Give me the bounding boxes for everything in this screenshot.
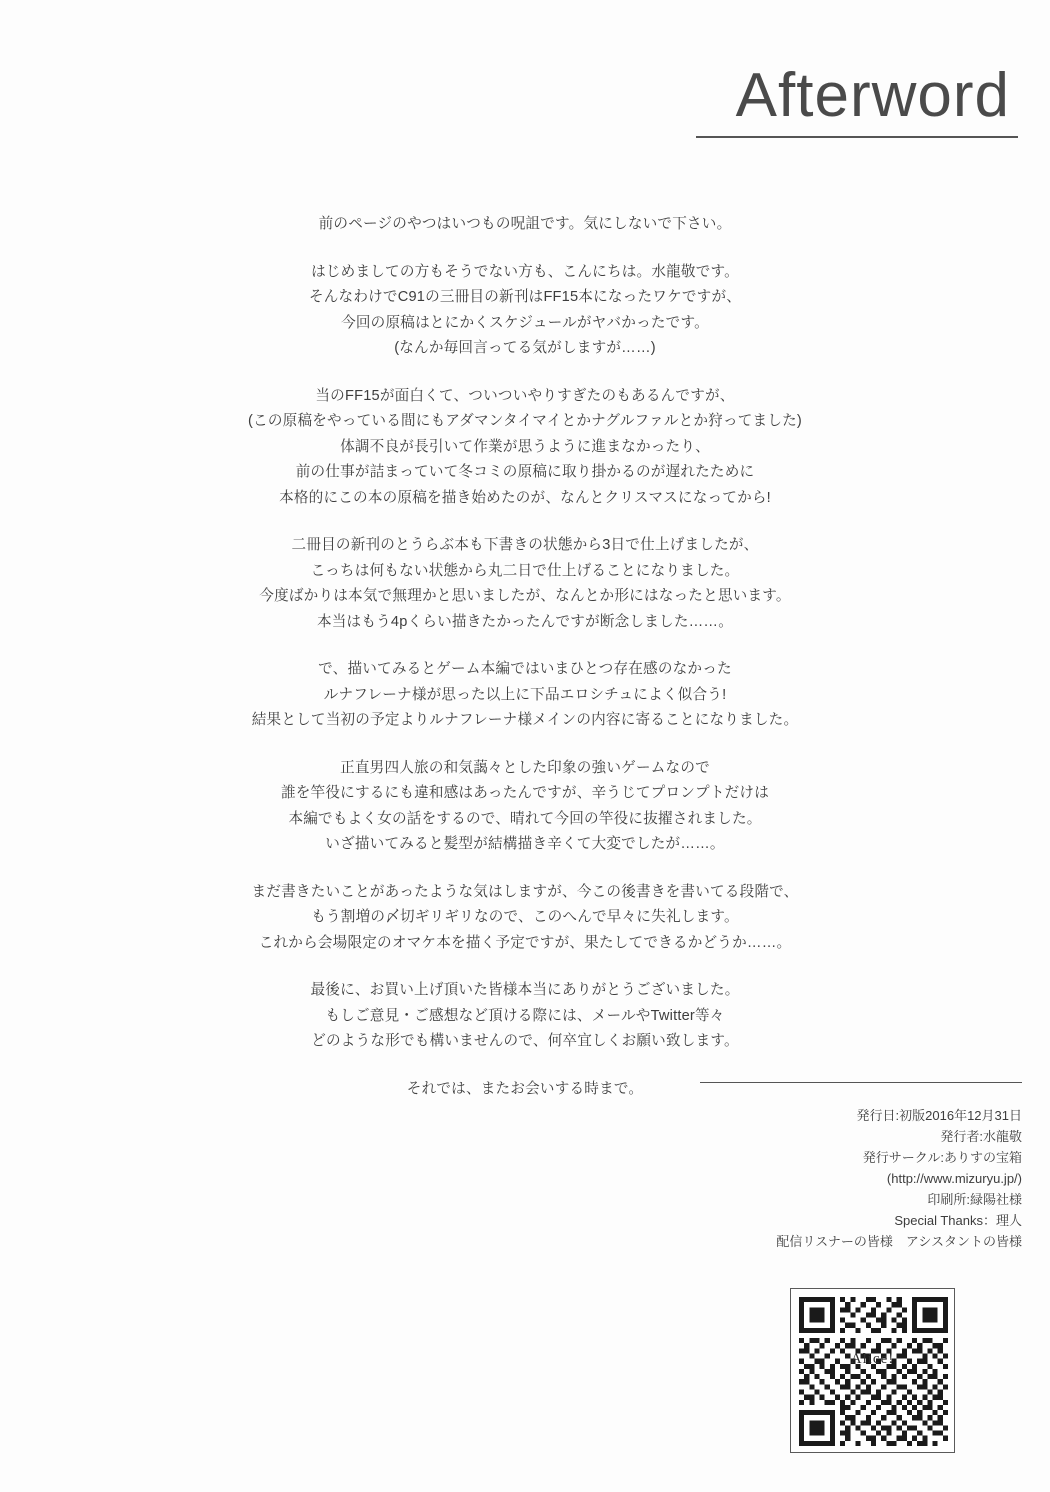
afterword-line: ルナフレーナ様が思った以上に下品エロシチュによく似合う! [323,686,727,703]
afterword-line: で、描いてみるとゲーム本編ではいまひとつ存在感のなかった [318,661,732,677]
afterword-line: はじめましての方もそうでない方も、こんにちは。水龍敬です。 [311,263,739,280]
afterword-paragraph [120,212,930,238]
afterword-line: まだ書きたいことがあったような気はしますが、今この後書きを書いてる段階で、 [251,883,799,900]
afterword-paragraph [120,1077,930,1103]
afterword-line: それでは、またお会いする時まで。 [406,1080,644,1097]
afterword-line: こっちは何もない状態から丸二日で仕上げることになりました。 [310,562,740,579]
afterword-line: もしご意見・ご感想など頂ける際には、メールやTwitter等々 [325,1007,725,1024]
afterword-paragraph [120,978,930,1055]
qr-code-box[interactable] [790,1288,955,1453]
colophon-line: 発行サークル:ありすの宝箱 [862,1150,1022,1165]
afterword-line: 最後に、お買い上げ頂いた皆様本当にありがとうございました。 [310,982,740,998]
afterword-paragraph [120,756,930,858]
afterword-line: 結果として当初の予定よりルナフレーナ様メインの内容に寄ることになりました。 [251,712,799,728]
colophon-block [600,1105,1022,1252]
afterword-line: 本当はもう4pくらい描きたかったんですが断念しました……。 [316,613,734,630]
afterword-paragraph [120,533,930,635]
afterword-line: そんなわけでC91の三冊目の新刊はFF15本になったワケですが、 [308,289,742,305]
afterword-line: 体調不良が長引いて作業が思うように進まなかったり、 [340,438,710,455]
afterword-line: どのような形でも構いませんので、何卒宜しくお願い致します。 [311,1033,739,1049]
qr-label: Alice! [850,1351,895,1367]
colophon-line: (http://www.mizuryu.jp/) [886,1171,1022,1186]
colophon-divider [700,1082,1022,1083]
afterword-line: 本格的にこの本の原稿を描き始めたのが、なんとクリスマスになってから! [279,489,771,506]
afterword-line: 前のページのやつはいつもの呪詛です。気にしないで下さい。 [318,216,732,232]
afterword-line: 前の仕事が詰まっていて冬コミの原稿に取り掛かるのが遅れたために [295,464,755,480]
afterword-line: もう割増の〆切ギリギリなので、このへんで早々に失礼します。 [311,909,739,925]
page-title: Afterword [696,62,1018,138]
colophon-line: Special Thanks：理人 [894,1213,1022,1228]
afterword-line: 当のFF15が面白くて、ついついやりすぎたのもあるんですが、 [315,387,735,404]
afterword-line: 今回の原稿はとにかくスケジュールがヤバかったです。 [341,314,709,331]
afterword-line: いざ描いてみると髪型が結構描き辛くて大変でしたが……。 [325,836,725,852]
afterword-line: 正直男四人旅の和気藹々とした印象の強いゲームなので [340,759,710,776]
afterword-line: (なんか毎回言ってる気がしますが……) [394,340,656,356]
afterword-paragraph [120,880,930,957]
afterword-paragraph [120,260,930,362]
qr-code-icon [799,1297,948,1446]
colophon-line: 印刷所:緑陽社様 [927,1192,1022,1207]
afterword-line: 二冊目の新刊のとうらぶ本も下書きの状態から3日で仕上げましたが、 [291,537,759,553]
colophon-line: 発行者:水龍敬 [940,1129,1022,1144]
afterword-line: これから会場限定のオマケ本を描く予定ですが、果たしてできるかどうか……。 [258,934,792,951]
colophon-line: 発行日:初版2016年12月31日 [856,1108,1022,1123]
afterword-body [120,212,930,1102]
afterword-paragraph [120,384,930,512]
afterword-line: 誰を竿役にするにも違和感はあったんですが、辛うじてプロンプトだけは [280,785,770,801]
afterword-line: (この原稿をやっている間にもアダマンタイマイとかナグルファルとか狩ってました) [248,413,802,429]
afterword-paragraph [120,657,930,734]
page-title-container [0,62,1018,138]
colophon-line: 配信リスナーの皆様 アシスタントの皆様 [776,1234,1022,1249]
afterword-line: 今度ばかりは本気で無理かと思いましたが、なんとか形にはなったと思います。 [259,588,791,604]
afterword-line: 本編でもよく女の話をするので、晴れて今回の竿役に抜擢されました。 [288,810,762,827]
